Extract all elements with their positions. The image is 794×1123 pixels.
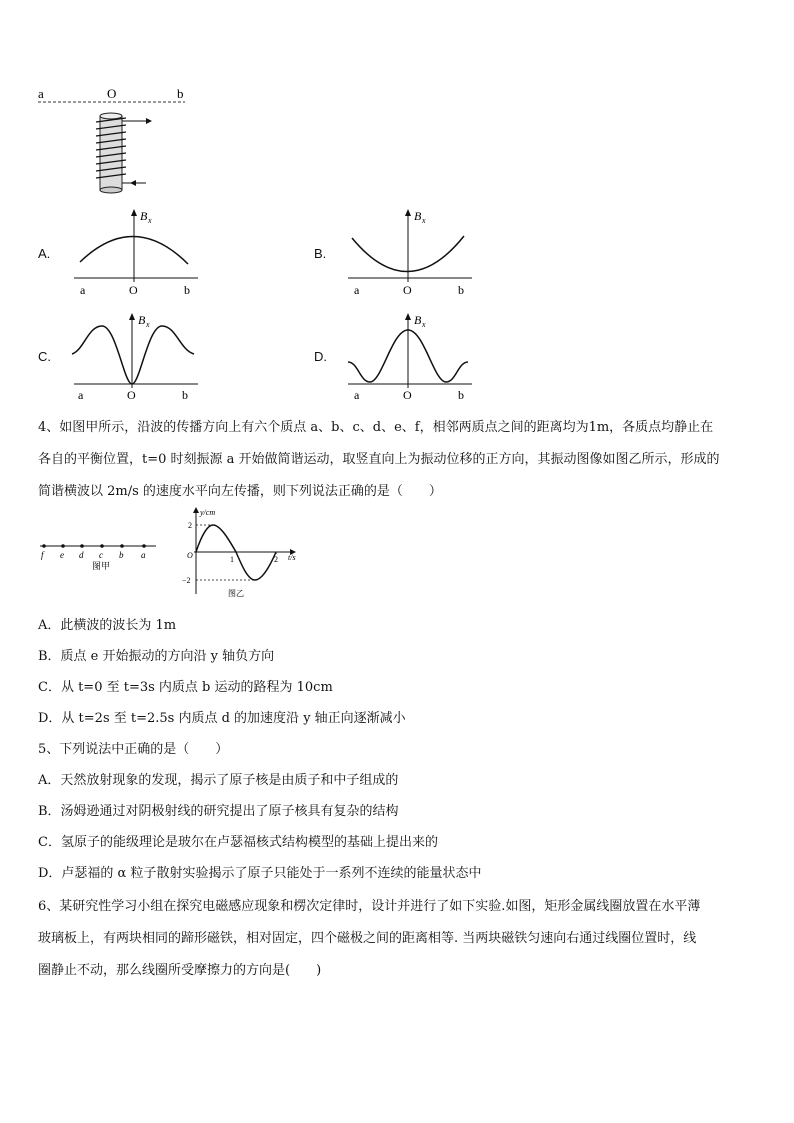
option-b-label: B. bbox=[314, 246, 327, 261]
axis-b-label: B bbox=[138, 313, 146, 327]
y-axis-label: y/cm bbox=[200, 508, 216, 517]
q5-option-c[interactable]: C．氢原子的能级理论是玻尔在卢瑟福核式结构模型的基础上提出来的 bbox=[38, 835, 438, 850]
q6-stem-line1: 6、某研究性学习小组在探究电磁感应现象和楞次定律时，设计并进行了如下实验.如图，矩形金属线圈放置在水平薄 bbox=[38, 899, 701, 914]
q4-option-b[interactable]: B．质点 e 开始振动的方向沿 y 轴负方向 bbox=[38, 649, 275, 664]
point-b-label: b bbox=[177, 86, 184, 101]
point-d-label: d bbox=[79, 550, 84, 560]
axis-b-label: B bbox=[140, 209, 148, 223]
figure-yi-caption: 图乙 bbox=[228, 589, 244, 598]
q5-option-d[interactable]: D．卢瑟福的 α 粒子散射实验揭示了原子只能处于一系列不连续的能量状态中 bbox=[38, 866, 482, 881]
tick-o: O bbox=[403, 388, 412, 402]
tick-a: a bbox=[80, 283, 86, 297]
q6-stem-line3: 圈静止不动，那么线圈所受摩擦力的方向是( ) bbox=[38, 963, 322, 978]
point-o-label: O bbox=[107, 86, 117, 101]
graph-d bbox=[342, 310, 482, 404]
q5-stem: 5、下列说法中正确的是（ ） bbox=[38, 742, 229, 757]
option-d-label: D. bbox=[314, 349, 327, 364]
figure-jia bbox=[36, 538, 160, 572]
figure-jia-caption: 图甲 bbox=[92, 561, 111, 571]
q4-option-d[interactable]: D．从 t=2s 至 t=2.5s 内质点 d 的加速度沿 y 轴正向逐渐减小 bbox=[38, 711, 406, 726]
y-pos-label: 2 bbox=[188, 521, 192, 530]
q5-option-a[interactable]: A．天然放射现象的发现，揭示了原子核是由质子和中子组成的 bbox=[38, 773, 399, 788]
point-e-label: e bbox=[60, 550, 64, 560]
tick-a: a bbox=[354, 388, 360, 402]
tick-o: O bbox=[129, 283, 138, 297]
option-c-label: C. bbox=[38, 349, 51, 364]
axis-b-label: B bbox=[414, 209, 422, 223]
figure-yi bbox=[180, 506, 304, 602]
tick-b: b bbox=[184, 283, 190, 297]
tick-a: a bbox=[354, 283, 360, 297]
point-b-label: b bbox=[119, 550, 124, 560]
tick-a: a bbox=[78, 388, 84, 402]
q4-option-a[interactable]: A．此横波的波长为 1m bbox=[38, 618, 177, 633]
tick-b: b bbox=[458, 283, 464, 297]
point-a-label: a bbox=[38, 86, 44, 101]
axis-b-label: B bbox=[414, 313, 422, 327]
tick-b: b bbox=[458, 388, 464, 402]
axis-sub-label: x bbox=[148, 216, 152, 225]
q4-option-c[interactable]: C．从 t=0 至 t=3s 内质点 b 运动的路程为 10cm bbox=[38, 680, 333, 695]
q4-stem-line3: 简谐横波以 2m/s 的速度水平向左传播，则下列说法正确的是（ ） bbox=[38, 484, 442, 499]
q6-stem-line2: 玻璃板上，有两块相同的蹄形磁铁，相对固定，四个磁极之间的距离相等. 当两块磁铁匀速向右通过线圈位置时，线 bbox=[38, 931, 697, 946]
q4-stem-line1: 4、如图甲所示，沿波的传播方向上有六个质点 a、b、c、d、e、f，相邻两质点之间的距离均为1m，各质点均静止在 bbox=[38, 420, 714, 435]
q5-option-b[interactable]: B．汤姆逊通过对阴极射线的研究提出了原子核具有复杂的结构 bbox=[38, 804, 399, 819]
axis-sub-label: x bbox=[146, 320, 150, 329]
graph-c bbox=[68, 310, 208, 404]
t1-label: 1 bbox=[230, 555, 234, 564]
point-f-label: f bbox=[41, 550, 44, 560]
origin-label: O bbox=[187, 551, 193, 560]
y-neg-label: −2 bbox=[182, 576, 191, 585]
tick-o: O bbox=[403, 283, 412, 297]
tick-b: b bbox=[182, 388, 188, 402]
q4-stem-line2: 各自的平衡位置，t=0 时刻振源 a 开始做简谐运动，取竖直向上为振动位移的正方向，其振动图像如图乙所示，形成的 bbox=[38, 452, 720, 467]
axis-sub-label: x bbox=[422, 320, 426, 329]
t-axis-label: t/s bbox=[288, 553, 296, 562]
solenoid-figure bbox=[30, 84, 200, 196]
point-a-label: a bbox=[141, 550, 146, 560]
axis-sub-label: x bbox=[422, 216, 426, 225]
point-c-label: c bbox=[99, 550, 103, 560]
option-a-label: A. bbox=[38, 246, 51, 261]
tick-o: O bbox=[127, 388, 136, 402]
graph-b bbox=[342, 206, 482, 300]
t2-label: 2 bbox=[274, 555, 278, 564]
graph-a bbox=[68, 206, 208, 300]
